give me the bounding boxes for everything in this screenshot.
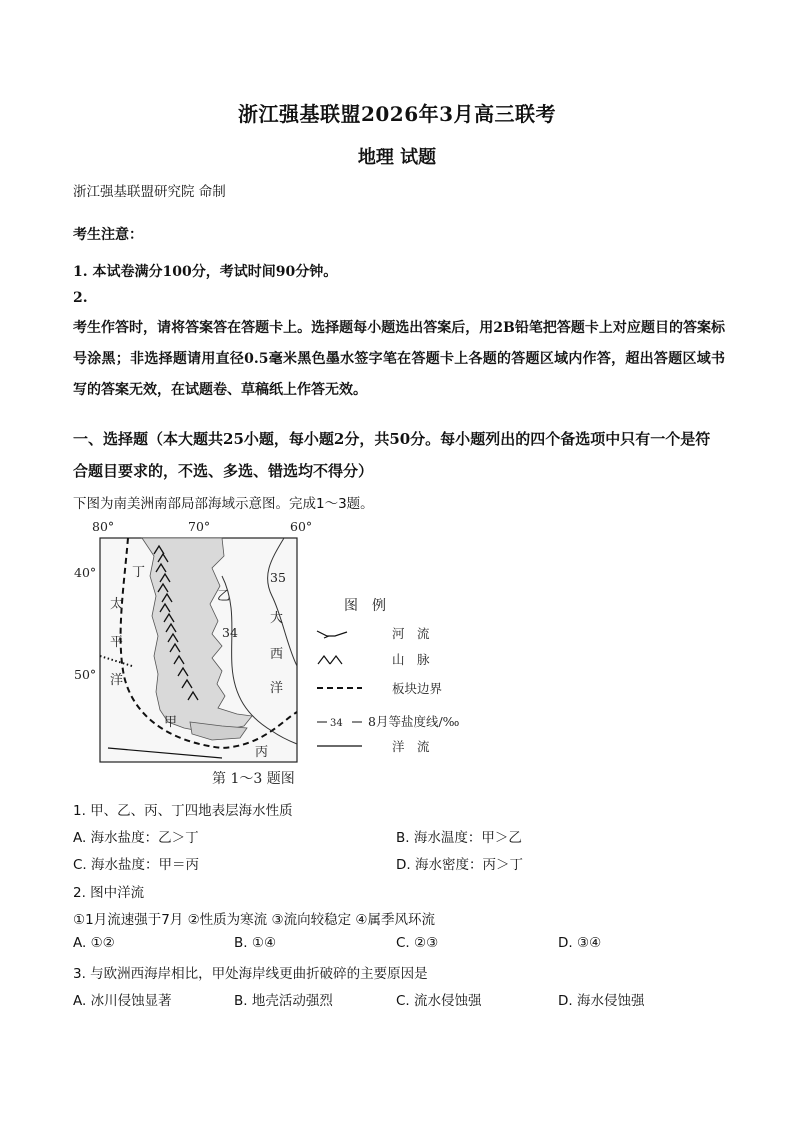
legend-river: 河 流 [392, 626, 430, 641]
lat-label-50: 50° [74, 667, 97, 682]
legend-isohaline: 8月等盐度线/‰ [368, 714, 460, 729]
question-2-option-a[interactable]: A. ①② [73, 935, 115, 951]
question-1-option-a[interactable]: A. 海水盐度：乙＞丁 [73, 830, 199, 846]
question-2-statements: ①1月流速强于7月 ②性质为寒流 ③流向较稳定 ④属季风环流 [73, 912, 435, 928]
question-3-option-a[interactable]: A. 冰川侵蚀显著 [73, 993, 172, 1009]
figure-intro: 下图为南美洲南部局部海域示意图。完成1～3题。 [73, 496, 374, 512]
lat-label-40: 40° [74, 565, 97, 580]
map-figure [72, 516, 472, 788]
question-1-option-d[interactable]: D. 海水密度：丙＞丁 [396, 857, 523, 873]
question-1-stem: 1. 甲、乙、丙、丁四地表层海水性质 [73, 803, 293, 819]
lon-label-60: 60° [290, 519, 313, 534]
page-subtitle: 地理 试题 [357, 147, 437, 168]
isohaline-34-label: 34 [222, 625, 238, 640]
place-bing: 丙 [255, 745, 269, 760]
legend-title: 图 例 [344, 598, 386, 614]
legend-current: 洋 流 [392, 739, 430, 754]
question-3-stem: 3. 与欧洲西海岸相比，甲处海岸线更曲折破碎的主要原因是 [73, 966, 428, 982]
pacific-char-2: 平 [110, 635, 124, 650]
legend-isohaline-mark: 34 [330, 718, 343, 729]
legend-plate: 板块边界 [392, 681, 443, 696]
atlantic-char-3: 洋 [270, 681, 284, 696]
notice-item-2-text: 考生作答时，请将答案答在答题卡上。选择题每小题选出答案后，用2B铅笔把答题卡上对应题目的答案标号涂黑；非选择题请用直径0.5毫米黑色墨水签字笔在答题卡上各题的答题区域内作答，超出答题区域书写的答案无效，在试题卷、草稿纸上作答无效。 [73, 320, 725, 398]
question-1-option-b[interactable]: B. 海水温度：甲＞乙 [396, 830, 522, 846]
question-3-option-c[interactable]: C. 流水侵蚀强 [396, 993, 482, 1009]
question-2-option-c[interactable]: C. ②③ [396, 935, 439, 951]
lon-label-70: 70° [188, 519, 211, 534]
place-ding: 丁 [132, 565, 146, 580]
notice-heading: 考生注意： [73, 227, 143, 243]
place-jia: 甲 [164, 715, 178, 730]
notice-item-2-number: 2. [73, 290, 88, 306]
pacific-char-1: 太 [110, 597, 124, 612]
question-2-option-d[interactable]: D. ③④ [558, 935, 602, 951]
place-yi: 乙 [217, 589, 231, 604]
atlantic-char-1: 大 [270, 611, 284, 626]
question-2-option-b[interactable]: B. ①④ [234, 935, 277, 951]
question-1-option-c[interactable]: C. 海水盐度：甲＝丙 [73, 857, 200, 873]
legend-mountain: 山 脉 [392, 652, 430, 667]
notice-item-1: 1. 本试卷满分100分，考试时间90分钟。 [73, 264, 338, 280]
question-2-stem: 2. 图中洋流 [73, 885, 145, 901]
question-3-option-d[interactable]: D. 海水侵蚀强 [558, 993, 645, 1009]
section-title: 一、选择题（本大题共25小题，每小题2分，共50分。每小题列出的四个备选项中只有一个是符合题目要求的，不选、多选、错选均不得分） [73, 430, 711, 480]
legend-river-icon [317, 631, 347, 638]
legend-mountain-icon [318, 656, 342, 664]
page-title: 浙江强基联盟2026年3月高三联考 [237, 102, 557, 126]
atlantic-char-2: 西 [270, 647, 284, 662]
isohaline-35-label: 35 [270, 570, 286, 585]
map-caption: 第 1～3 题图 [212, 771, 295, 787]
pacific-char-3: 洋 [110, 673, 124, 688]
maker-line: 浙江强基联盟研究院 命制 [73, 184, 226, 200]
lon-label-80: 80° [92, 519, 115, 534]
question-3-option-b[interactable]: B. 地壳活动强烈 [234, 993, 333, 1009]
